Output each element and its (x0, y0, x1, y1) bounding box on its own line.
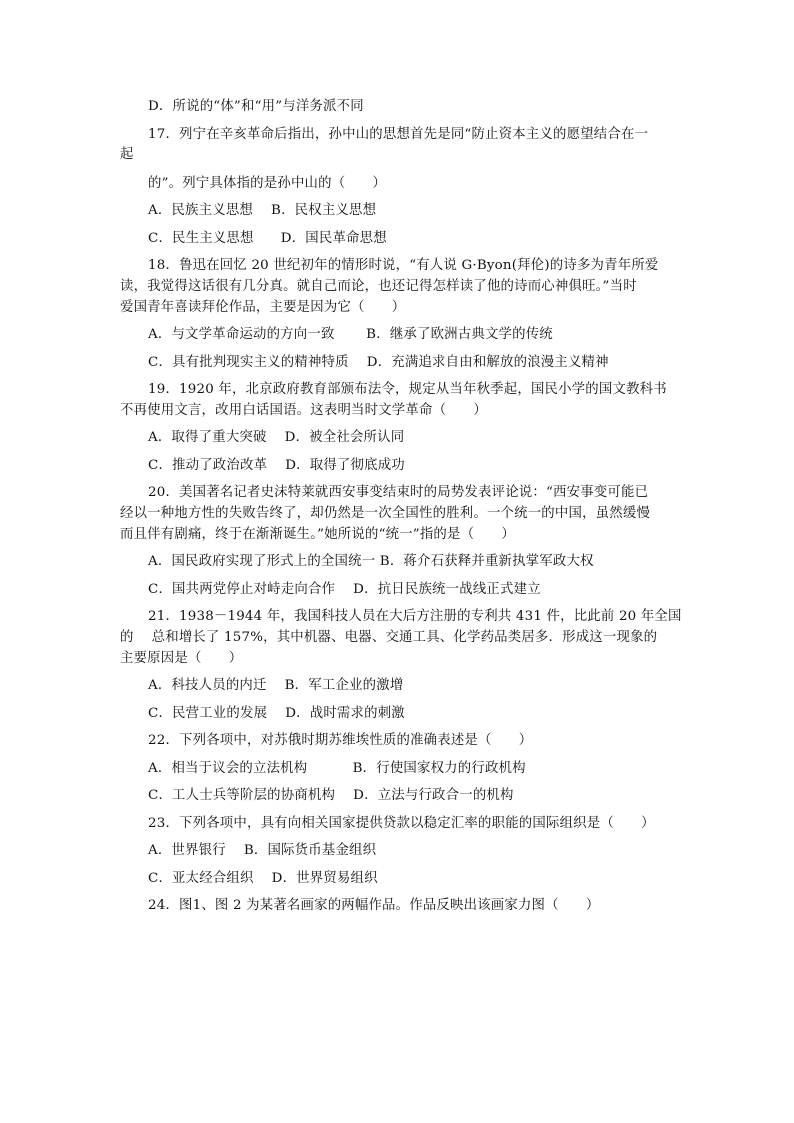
option-line: D．所说的“体”和“用”与洋务派不同 (148, 99, 364, 114)
question-stem: 读，我觉得这话很有几分真。就自己而论，也还记得怎样读了他的诗而心神俱旺。”当时 (120, 279, 637, 294)
question-stem: 起 (120, 147, 134, 162)
option-line: C．国共两党停止对峙走向合作 D．抗日民族统一战线正式建立 (148, 582, 541, 597)
question-stem: 20．美国著名记者史沫特莱就西安事变结束时的局势发表评论说：“西安事变可能已 (148, 485, 649, 500)
option-line: A．民族主义思想 B．民权主义思想 (148, 203, 377, 218)
question-stem: 23．下列各项中，具有向相关国家提供贷款以稳定汇率的职能的国际组织是（ ） (148, 816, 655, 831)
question-stem: 19．1920 年，北京政府教育部颁布法令，规定从当年秋季起，国民小学的国文教科书 (148, 382, 667, 397)
question-stem: 17．列宁在辛亥革命后指出，孙中山的思想首先是同“防止资本主义的愿望结合在一 (148, 127, 649, 142)
question-stem: 主要原因是（ ） (120, 651, 243, 666)
option-line: C．民营工业的发展 D．战时需求的刺激 (148, 706, 405, 721)
question-stem: 24．图1、图 2 为某著名画家的两幅作品。作品反映出该画家力图（ ） (148, 898, 600, 913)
question-stem: 的 总和增长了 157%，其中机器、电器、交通工具、化学药品类居多．形成这一现象的 (120, 630, 658, 645)
question-stem: 爱国青年喜读拜伦作品，主要是因为它（ ） (120, 300, 406, 315)
option-line: A．相当于议会的立法机构 B．行使国家权力的行政机构 (148, 761, 526, 776)
question-stem: 22．下列各项中，对苏俄时期苏维埃性质的准确表述是（ ） (148, 733, 533, 748)
option-line: C．亚太经合组织 D．世界贸易组织 (148, 871, 378, 886)
question-stem: 的”。列宁具体指的是孙中山的（ ） (148, 176, 387, 191)
question-stem: 21．1938－1944 年，我国科技人员在大后方注册的专利共 431 件，比此前 20 年全国 (148, 609, 682, 624)
option-line: C．民生主义思想 D．国民革命思想 (148, 231, 387, 246)
question-stem: 经以一种地方性的失败告终了，却仍然是一次全国性的胜利。一个统一的中国，虽然缓慢 (120, 506, 651, 521)
option-line: A．国民政府实现了形式上的全国统一 B．蒋介石获释并重新执掌军政大权 (148, 554, 594, 569)
question-stem: 18．鲁迅在回忆 20 世纪初年的情形时说，“有人说 G·Byon(拜伦)的诗多为青年所爱 (148, 258, 659, 273)
question-stem: 不再使用文言，改用白话国语。这表明当时文学革命（ ） (120, 403, 487, 418)
option-line: A．与文学革命运动的方向一致 B．继承了欧洲古典文学的传统 (148, 327, 553, 342)
option-line: A．科技人员的内迁 B．军工企业的激增 (148, 678, 404, 693)
option-line: A．世界银行 B．国际货币基金组织 (148, 843, 377, 858)
option-line: C．推动了政治改革 D．取得了彻底成功 (148, 458, 405, 473)
question-stem: 而且伴有剧痛，终于在渐渐诞生。”她所说的“统一”指的是（ ） (120, 527, 515, 542)
option-line: C．具有批判现实主义的精神特质 D．充满追求自由和解放的浪漫主义精神 (148, 355, 609, 370)
option-line: C．工人士兵等阶层的协商机构 D．立法与行政合一的机构 (148, 788, 514, 803)
option-line: A．取得了重大突破 D．被全社会所认同 (148, 430, 405, 445)
